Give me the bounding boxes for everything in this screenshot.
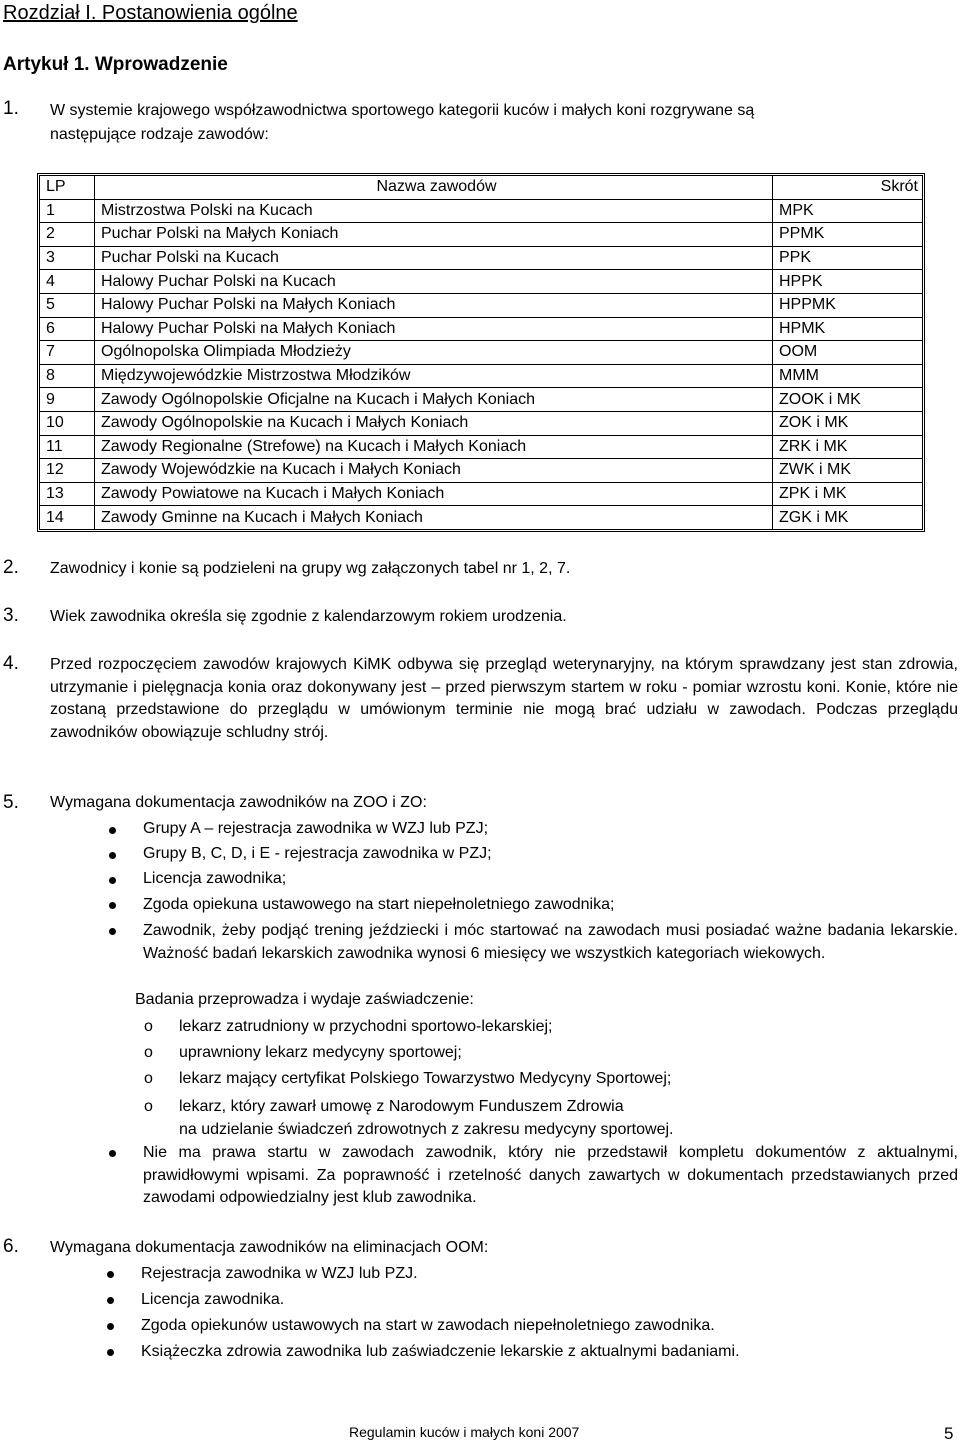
table-row	[40, 270, 922, 294]
table-body	[40, 200, 922, 529]
cell-abbreviation: PPMK	[773, 223, 922, 247]
cell-name: Halowy Puchar Polski na Małych Koniach	[95, 318, 773, 342]
bullet-dot	[109, 877, 116, 884]
cell-abbreviation: HPPMK	[773, 294, 922, 318]
table-row	[40, 318, 922, 342]
bullet-dot	[109, 1150, 116, 1157]
cell-abbreviation: OOM	[773, 341, 922, 365]
header-lp: LP	[40, 176, 95, 200]
competitions-table	[37, 173, 925, 532]
cell-lp: 4	[40, 270, 95, 294]
paragraph-1-number: 1.	[3, 98, 19, 119]
cell-name: Zawody Regionalne (Strefowe) na Kucach i Małych Koniach	[95, 436, 773, 460]
table-row	[40, 341, 922, 365]
sub-marker: o	[144, 1018, 153, 1035]
cell-lp: 7	[40, 341, 95, 365]
paragraph-4-text: Przed rozpoczęciem zawodów krajowych KiMK odbywa się przegląd weterynaryjny, na którym sprawdzany jest stan zdrowia, utrzymanie i pielęgnacja konia oraz dokonywany jest – przed pierwszym startem w roku - pomiar wzrostu koni. Konie, które nie zostaną przedstawione do przeglądu w umówionym terminie nie mogą brać udziału w zawodach. Podczas przeglądu zawodników obowiązuje schludny strój.	[50, 656, 958, 741]
cell-abbreviation: HPPK	[773, 270, 922, 294]
cell-abbreviation: PPK	[773, 247, 922, 271]
paragraph-6-text: Wymagana dokumentacja zawodników na eliminacjach OOM:	[50, 1239, 489, 1256]
table-row	[40, 436, 922, 460]
cell-name: Halowy Puchar Polski na Małych Koniach	[95, 294, 773, 318]
chapter-title: Rozdział I. Postanowienia ogólne	[3, 2, 298, 24]
paragraph-3-number: 3.	[3, 605, 19, 626]
table-row	[40, 247, 922, 271]
cell-name: Puchar Polski na Kucach	[95, 247, 773, 271]
p5-bullet-5: Zawodnik, żeby podjąć trening jeździecki i móc startować na zawodach musi posiadać ważne badania lekarskie. Ważność badań lekarskich zawodnika wynosi 6 miesięcy we wszystkich kategoriach wiekowych.	[143, 922, 958, 962]
table-row	[40, 483, 922, 507]
cell-name: Zawody Gminne na Kucach i Małych Koniach	[95, 506, 773, 529]
paragraph-6-number: 6.	[3, 1236, 19, 1257]
bullet-dot	[109, 928, 116, 935]
paragraph-5-text: Wymagana dokumentacja zawodników na ZOO i ZO:	[50, 794, 427, 811]
table-row	[40, 459, 922, 483]
cell-abbreviation: HPMK	[773, 318, 922, 342]
table-row	[40, 200, 922, 224]
cell-abbreviation: ZOK i MK	[773, 412, 922, 436]
article-title: Artykuł 1. Wprowadzenie	[3, 54, 228, 75]
paragraph-4-number: 4.	[3, 653, 19, 674]
cell-name: Mistrzostwa Polski na Kucach	[95, 200, 773, 224]
bullet-dot	[109, 902, 116, 909]
table-row	[40, 223, 922, 247]
cell-abbreviation: ZOOK i MK	[773, 388, 922, 412]
p6-bullet-3: Zgoda opiekunów ustawowych na start w zawodach niepełnoletniego zawodnika.	[141, 1317, 715, 1334]
cell-lp: 13	[40, 483, 95, 507]
paragraph-2-number: 2.	[3, 557, 19, 578]
table-row	[40, 365, 922, 389]
cell-name: Ogólnopolska Olimpiada Młodzieży	[95, 341, 773, 365]
page-number: 5	[944, 1424, 954, 1443]
p5-bullet-1: Grupy A – rejestracja zawodnika w WZJ lub PZJ;	[143, 820, 489, 837]
cell-name: Puchar Polski na Małych Koniach	[95, 223, 773, 247]
sub-marker: o	[144, 1098, 153, 1115]
p5-sub-4: lekarz, który zawarł umowę z Narodowym Funduszem Zdrowia	[179, 1098, 624, 1115]
cell-lp: 6	[40, 318, 95, 342]
p5-sub-3: lekarz mający certyfikat Polskiego Towarzystwo Medycyny Sportowej;	[179, 1070, 672, 1087]
cell-abbreviation: ZGK i MK	[779, 508, 849, 526]
cell-abbreviation: ZPK i MK	[773, 483, 922, 507]
cell-name: Halowy Puchar Polski na Kucach	[95, 270, 773, 294]
paragraph-3-text: Wiek zawodnika określa się zgodnie z kalendarzowym rokiem urodzenia.	[50, 608, 567, 625]
table-row	[40, 506, 922, 529]
cell-abbreviation: MPK	[773, 200, 922, 224]
table-row	[40, 388, 922, 412]
bullet-dot	[107, 1271, 114, 1278]
p5-sub-1: lekarz zatrudniony w przychodni sportowo-lekarskiej;	[179, 1018, 553, 1035]
sub-marker: o	[144, 1070, 153, 1087]
cell-name: Zawody Ogólnopolskie Oficjalne na Kucach i Małych Koniach	[95, 388, 773, 412]
table-row	[40, 294, 922, 318]
cell-lp: 9	[40, 388, 95, 412]
paragraph-5-number: 5.	[3, 792, 19, 813]
p6-bullet-1: Rejestracja zawodnika w WZJ lub PZJ.	[141, 1265, 418, 1282]
table-header-row	[40, 176, 922, 200]
bullet-dot	[107, 1349, 114, 1356]
sub-marker: o	[144, 1044, 153, 1061]
p5-bullet-3: Licencja zawodnika;	[143, 870, 287, 887]
cell-name: Zawody Ogólnopolskie na Kucach i Małych Koniach	[95, 412, 773, 436]
table-row	[40, 412, 922, 436]
cell-abbreviation: ZWK i MK	[773, 459, 922, 483]
p5-bullet-4: Zgoda opiekuna ustawowego na start niepełnoletniego zawodnika;	[143, 896, 615, 913]
cell-name: Zawody Powiatowe na Kucach i Małych Koniach	[95, 483, 773, 507]
paragraph-1-line-2: następujące rodzaje zawodów:	[50, 126, 269, 143]
footer-text: Regulamin kuców i małych koni 2007	[349, 1424, 580, 1440]
bullet-dot	[109, 827, 116, 834]
p5-last-bullet: Nie ma prawa startu w zawodach zawodnik, który nie przedstawił kompletu dokumentów z aktualnymi, prawidłowymi wpisami. Za poprawność i rzetelność danych zawartych w dokumentach przedstawianych przed zawodami odpowiedzialny jest klub zawodnika.	[143, 1144, 958, 1206]
p6-bullet-2: Licencja zawodnika.	[141, 1291, 285, 1308]
cell-lp: 12	[40, 459, 95, 483]
cell-lp: 11	[40, 436, 95, 460]
paragraph-2-text: Zawodnicy i konie są podzieleni na grupy wg załączonych tabel nr 1, 2, 7.	[50, 560, 571, 577]
header-abbreviation: Skrót	[773, 176, 922, 200]
paragraph-1-line-1: W systemie krajowego współzawodnictwa sportowego kategorii kuców i małych koni rozgrywane są	[50, 102, 755, 119]
header-name: Nazwa zawodów	[95, 176, 773, 200]
cell-name: Zawody Wojewódzkie na Kucach i Małych Koniach	[95, 459, 773, 483]
cell-lp: 14	[40, 506, 95, 529]
bullet-dot	[107, 1297, 114, 1304]
p6-bullet-4: Książeczka zdrowia zawodnika lub zaświadczenie lekarskie z aktualnymi badaniami.	[141, 1343, 740, 1360]
p5-sub-2: uprawniony lekarz medycyny sportowej;	[179, 1044, 462, 1061]
cell-lp: 10	[40, 412, 95, 436]
cell-lp: 5	[40, 294, 95, 318]
cell-abbreviation: ZRK i MK	[773, 436, 922, 460]
p5-bullet-2: Grupy B, C, D, i E - rejestracja zawodnika w PZJ;	[143, 845, 492, 862]
cell-abbreviation: MMM	[773, 365, 922, 389]
cell-lp: 2	[40, 223, 95, 247]
cell-lp: 1	[40, 200, 95, 224]
cell-lp: 8	[40, 365, 95, 389]
bullet-dot	[109, 852, 116, 859]
exam-intro: Badania przeprowadza i wydaje zaświadczenie:	[135, 991, 474, 1008]
cell-name: Międzywojewódzkie Mistrzostwa Młodzików	[95, 365, 773, 389]
p5-sub-4-continued: na udzielanie świadczeń zdrowotnych z zakresu medycyny sportowej.	[179, 1121, 674, 1138]
bullet-dot	[107, 1323, 114, 1330]
cell-lp: 3	[40, 247, 95, 271]
